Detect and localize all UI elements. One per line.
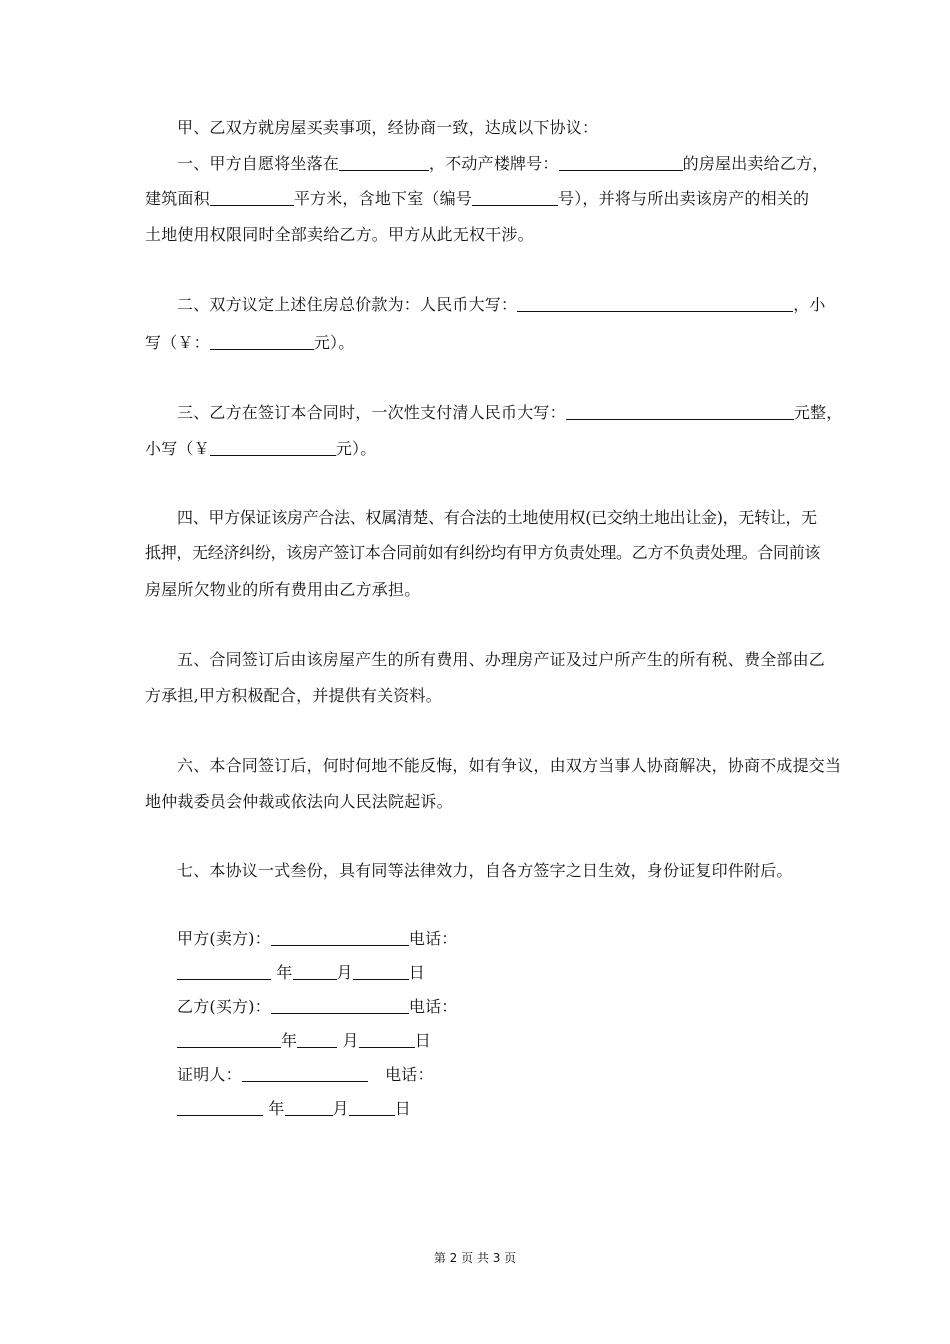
clause-1-line-1 (177, 154, 828, 174)
clause-2-text: 写（￥： (145, 333, 210, 352)
intro-paragraph: 甲、乙双方就房屋买卖事项，经协商一致，达成以下协议： (177, 118, 599, 137)
month-label: 月 (332, 1099, 349, 1118)
clause-4-line-1: 四、甲方保证该房产合法、权属清楚、有合法的土地使用权(已交纳土地出让金)，无转让，无 (177, 508, 817, 527)
year-label: 年 (276, 963, 293, 982)
clause-6-line-2: 地仲裁委员会仲裁或依法向人民法院起诉。 (145, 792, 453, 811)
total-price-figures-blank[interactable] (210, 333, 314, 350)
seller-year-blank[interactable] (177, 963, 271, 980)
clause-3-text: 元整， (793, 403, 843, 422)
day-label: 日 (414, 1031, 431, 1050)
year-label: 年 (281, 1031, 298, 1050)
buyer-name-blank[interactable] (271, 997, 409, 1014)
clause-3-line-1 (177, 403, 842, 423)
clause-3-line-2 (145, 439, 376, 459)
buyer-day-blank[interactable] (359, 1031, 415, 1048)
seller-name-blank[interactable] (271, 929, 409, 946)
buyer-signature-row (177, 997, 458, 1017)
clause-1-text: 号），并将与所出卖该房产的相关的 (558, 189, 810, 208)
clause-2-line-1 (177, 295, 826, 315)
witness-day-blank[interactable] (349, 1099, 395, 1116)
phone-label: 电话： (408, 929, 458, 948)
phone-label: 电话： (408, 997, 458, 1016)
clause-4-line-3: 房屋所欠物业的所有费用由乙方承担。 (145, 580, 421, 599)
witness-month-blank[interactable] (285, 1099, 333, 1116)
total-price-words-blank[interactable] (517, 295, 793, 312)
clause-5-line-1: 五、合同签订后由该房屋产生的所有费用、办理房产证及过户所产生的所有税、费全部由乙 (177, 650, 826, 669)
clause-2-text: 二、双方议定上述住房总价款为：人民币大写： (177, 295, 518, 314)
day-label: 日 (408, 963, 425, 982)
building-number-blank[interactable] (559, 154, 683, 171)
basement-number-blank[interactable] (472, 189, 558, 206)
buyer-label: 乙方(买方)： (177, 997, 271, 1016)
seller-label: 甲方(卖方)： (177, 929, 271, 948)
payment-figures-blank[interactable] (210, 439, 336, 456)
clause-1-text: 平方米，含地下室（编号 (293, 189, 473, 208)
witness-label: 证明人： (177, 1065, 242, 1084)
clause-3-text: 三、乙方在签订本合同时，一次性支付清人民币大写： (177, 403, 566, 422)
phone-label: 电话： (385, 1065, 434, 1084)
clause-3-text: 元）。 (335, 439, 377, 458)
clause-5-line-2: 方承担,甲方积极配合，并提供有关资料。 (145, 686, 442, 705)
clause-1-text: 建筑面积 (145, 189, 210, 208)
page-footer: 第 2 页 共 3 页 (433, 1251, 517, 1265)
clause-2-text: 元）。 (313, 333, 355, 352)
clause-1-text: 的房屋出卖给乙方， (682, 154, 829, 173)
year-label: 年 (268, 1099, 285, 1118)
clause-1-line-3: 土地使用权限同时全部卖给乙方。甲方从此无权干涉。 (145, 225, 534, 244)
clause-2-text: ，小 (793, 295, 826, 314)
clause-1-line-2 (145, 189, 809, 209)
witness-date-row (177, 1099, 411, 1119)
seller-signature-row (177, 929, 458, 949)
buyer-month-blank[interactable] (297, 1031, 337, 1048)
clause-4-line-2: 抵押，无经济纠纷，该房产签订本合同前如有纠纷均有甲方负责处理。乙方不负责处理。合同前该 (145, 543, 821, 562)
witness-name-blank[interactable] (242, 1065, 368, 1082)
seller-month-blank[interactable] (293, 963, 337, 980)
clause-2-line-2 (145, 333, 354, 353)
buyer-year-blank[interactable] (177, 1031, 281, 1048)
seller-date-row (177, 963, 425, 983)
payment-words-blank[interactable] (566, 403, 794, 420)
seller-day-blank[interactable] (353, 963, 409, 980)
clause-7: 七、本协议一式叁份，具有同等法律效力，自各方签字之日生效，身份证复印件附后。 (177, 861, 793, 880)
clause-6-line-1: 六、本合同签订后，何时何地不能反悔，如有争议，由双方当事人协商解决，协商不成提交当 (177, 756, 842, 775)
buyer-date-row (177, 1031, 431, 1051)
month-label: 月 (342, 1031, 359, 1050)
area-blank[interactable] (210, 189, 294, 206)
witness-signature-row (177, 1065, 434, 1085)
clause-1-text: 一、甲方自愿将坐落在 (177, 154, 340, 173)
month-label: 月 (336, 963, 353, 982)
clause-3-text: 小写（￥ (145, 439, 210, 458)
clause-1-text: ，不动产楼牌号： (429, 154, 559, 173)
day-label: 日 (394, 1099, 411, 1118)
witness-year-blank[interactable] (177, 1099, 263, 1116)
location-blank[interactable] (339, 154, 429, 171)
